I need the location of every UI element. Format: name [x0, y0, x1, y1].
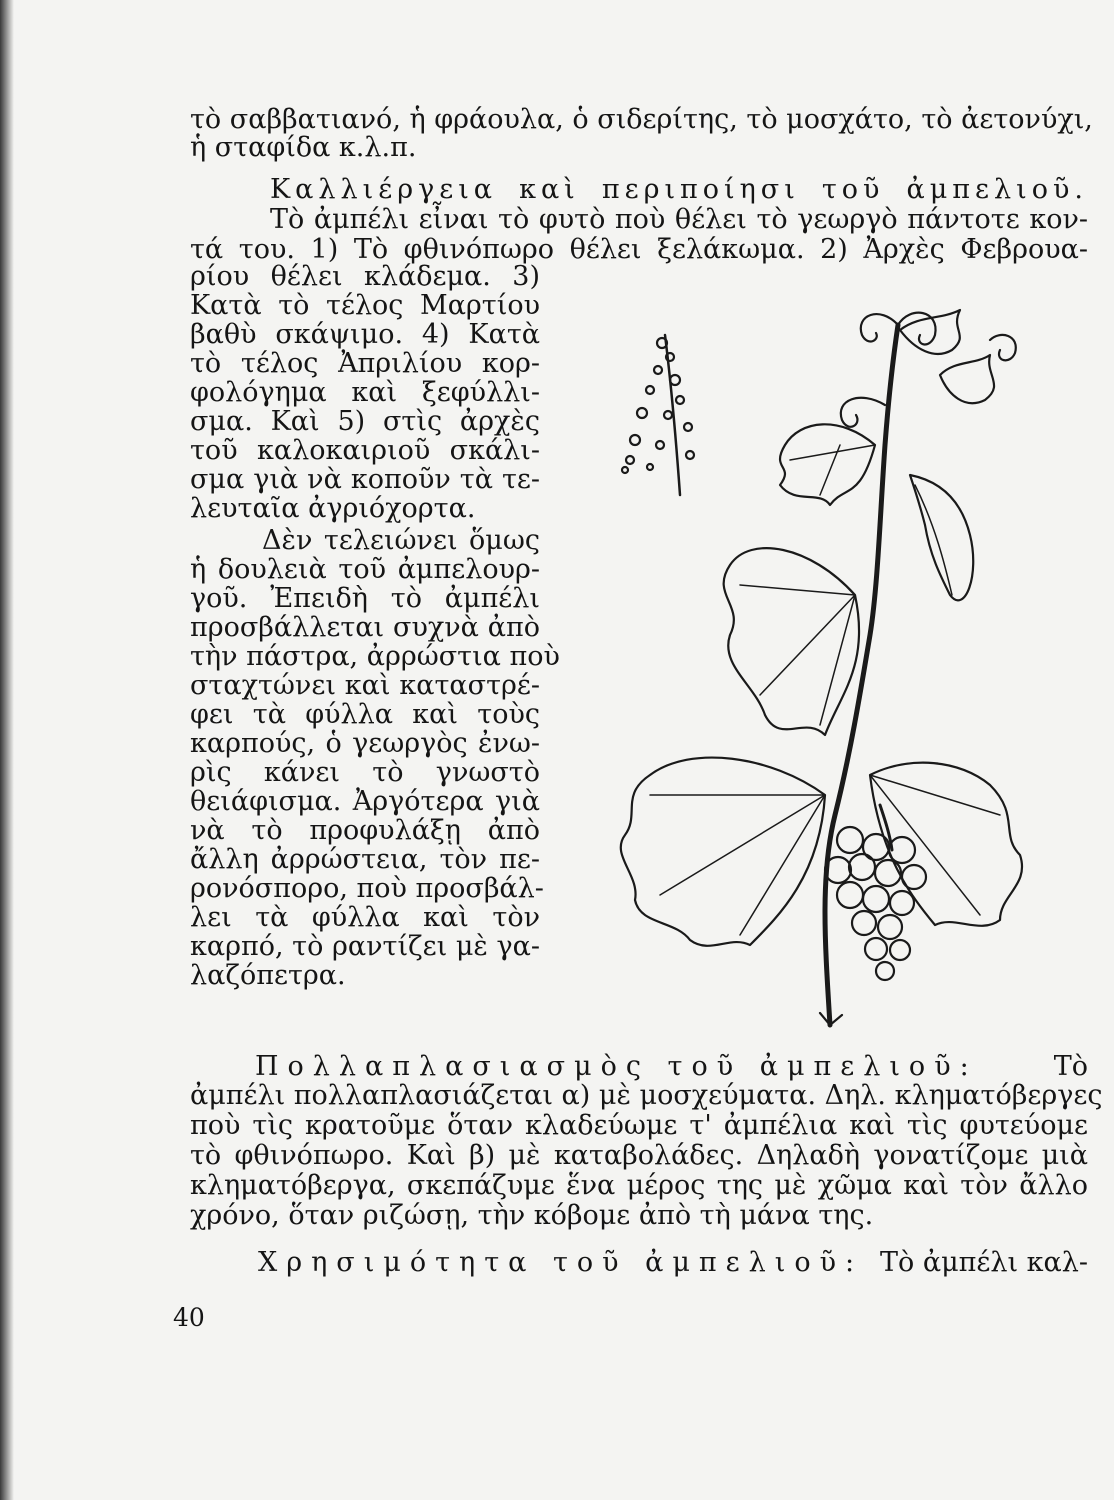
text-line: βαθὺ σκάψιμο. 4) Κατὰ	[190, 319, 540, 350]
section-heading-usefulness: Χρησιμότητα τοῦ ἀμπελιοῦ:	[258, 1247, 864, 1278]
text-line: σταχτώνει καὶ καταστρέ-	[190, 670, 540, 701]
leaf-vein	[790, 445, 875, 495]
vine-leaf	[780, 424, 875, 505]
text-line: νὰ τὸ προφυλάξῃ ἀπὸ	[190, 815, 540, 846]
text-line: ποὺ τὶς κρατοῦμε ὅταν κλαδεύωμε τ' ἀμπέλια καὶ τὶς φυτεύομε	[190, 1110, 1088, 1141]
text-line: ἀμπέλι πολλαπλασιάζεται α) μὲ μοσχεύματα. Δηλ. κληματόβεργες	[190, 1080, 1103, 1111]
text-line: τὸ φθινόπωρο. Καὶ β) μὲ καταβολάδες. Δηλαδὴ γονατίζομε μιὰ	[190, 1140, 1088, 1171]
leaf-vein	[650, 795, 825, 935]
text-line: προσβάλλεται συχνὰ ἀπὸ	[190, 612, 540, 643]
text-line: χρόνο, ὅταν ριζώσῃ, τὴν κόβομε ἀπὸ τὴ μάνα της.	[190, 1200, 874, 1231]
text-line: σμα γιὰ νὰ κοποῦν τὰ τε-	[190, 464, 540, 495]
leaf-vein	[915, 485, 952, 595]
tendril	[841, 398, 885, 427]
vine-leaf	[724, 548, 859, 735]
section-heading-line	[258, 1249, 1088, 1276]
text-line: σμα. Καὶ 5) στὶς ἀρχὲς	[190, 406, 540, 437]
vine-leaf	[621, 758, 825, 946]
vine-leaf	[940, 355, 994, 403]
section-heading-line	[255, 1053, 1088, 1080]
text-line: φολόγημα καὶ ξεφύλλι-	[190, 377, 540, 408]
text-line: ρονόσπορο, ποὺ προσβάλ-	[190, 873, 544, 904]
text-line: καρπούς, ὁ γεωργὸς ἐνω-	[190, 728, 540, 759]
text-fragment: Τὸ	[1053, 1051, 1088, 1082]
grapevine-illustration	[580, 295, 1080, 1035]
text-fragment: Τὸ ἀμπέλι καλ-	[880, 1247, 1088, 1278]
text-line: ἡ σταφίδα κ.λ.π.	[190, 132, 417, 163]
text-line: γοῦ. Ἐπειδὴ τὸ ἀμπέλι	[190, 583, 540, 614]
text-line: καρπό, τὸ ραντίζει μὲ γα-	[190, 931, 540, 962]
text-line: ρίου θέλει κλάδεμα. 3)	[190, 261, 540, 292]
text-line: τὸ τέλος Ἀπριλίου κορ-	[190, 348, 540, 379]
text-line: Κατὰ τὸ τέλος Μαρτίου	[190, 290, 540, 321]
text-line: λευταῖα ἀγριόχορτα.	[190, 493, 476, 524]
section-heading-cultivation: Καλλιέργεια καὶ περιποίησι τοῦ ἀμπελιοῦ.	[270, 174, 1088, 205]
text-line: ἄλλη ἀρρώστεια, τὸν πε-	[190, 844, 540, 875]
vine-leaf	[870, 763, 1022, 926]
section-heading-propagation: Πολλαπλασιασμὸς τοῦ ἀμπελιοῦ:	[255, 1051, 978, 1082]
text-line: φει τὰ φύλλα καὶ τοὺς	[190, 699, 540, 730]
text-line: Τὸ ἀμπέλι εἶναι τὸ φυτὸ ποὺ θέλει τὸ γεωργὸ πάντοτε κον-	[270, 204, 1088, 235]
scan-shadow-edge	[0, 0, 14, 1500]
text-line: τοῦ καλοκαιριοῦ σκάλι-	[190, 435, 540, 466]
flower-cluster	[622, 335, 694, 495]
page-number: 40	[173, 1303, 205, 1332]
text-line: τά του. 1) Τὸ φθινόπωρο θέλει ξελάκωμα. 2) Ἀρχὲς Φεβρουα-	[190, 234, 1088, 265]
tendril	[990, 335, 1016, 360]
text-line: θειάφισμα. Ἀργότερα γιὰ	[190, 786, 540, 817]
vine-stem	[825, 325, 898, 1025]
text-line: Δὲν τελειώνει ὅμως	[262, 525, 540, 556]
leaf-vein	[740, 585, 855, 725]
text-line: κληματόβεργα, σκεπάζυμε ἕνα μέρος της μὲ χῶμα καὶ τὸν ἄλλο	[190, 1170, 1088, 1201]
text-line: ρὶς κάνει τὸ γνωστὸ	[190, 757, 540, 788]
text-line: τὸ σαββατιανό, ἡ φράουλα, ὁ σιδερίτης, τὸ μοσχάτο, τὸ ἀετονύχι,	[190, 104, 1093, 135]
text-line: λει τὰ φύλλα καὶ τὸν	[190, 902, 540, 933]
text-line: ἡ δουλειὰ τοῦ ἀμπελουρ-	[190, 554, 540, 585]
text-line: τὴν πάστρα, ἀρρώστια ποὺ	[190, 641, 560, 672]
text-line: λαζόπετρα.	[190, 960, 346, 991]
tendril	[861, 314, 898, 341]
